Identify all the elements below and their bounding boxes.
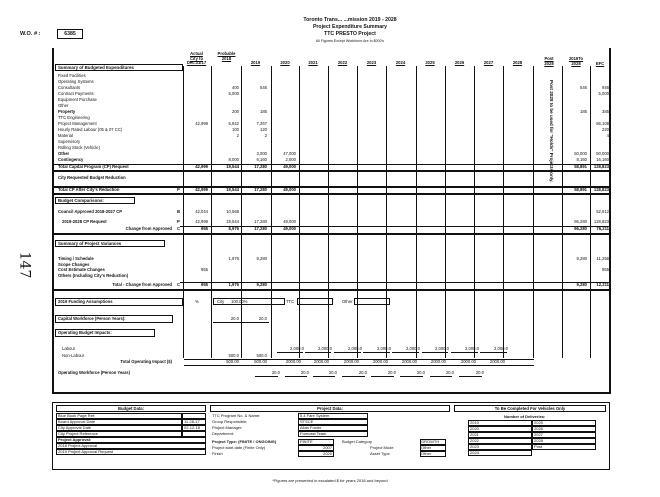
row-code: C — [177, 226, 181, 231]
project-row-value: STSCE — [300, 419, 314, 424]
cell-efc: 128,823 — [593, 219, 609, 224]
project-row-value: 5.4 Fare System — [300, 413, 330, 418]
project-row-label: Department: — [212, 431, 235, 436]
column-header-2024: 2024 — [395, 60, 406, 65]
cell-actual: 42,999 — [195, 121, 208, 126]
cell-y2019: 17,280 — [254, 226, 267, 231]
cell-y2020: 49,000 — [283, 187, 296, 192]
vehicle-year: Post — [534, 444, 543, 449]
variance-label: Others (Including City's Reduction) — [58, 272, 129, 278]
cell-y2019: 17,280 — [254, 164, 267, 169]
cell-y2019: 120 — [260, 127, 267, 132]
vehicle-year: 2022 — [470, 438, 479, 443]
cell-y2019: 6,160 — [256, 157, 267, 162]
vehicle-year: 2020 — [470, 426, 479, 431]
operating-workforce-value: 20.0 — [387, 370, 396, 375]
labour-value: 2,000.0 — [318, 346, 332, 351]
cell-prob: 2 — [236, 133, 239, 138]
row-label: Supervisory — [58, 139, 81, 144]
column-header-2020: 2020 — [280, 60, 290, 65]
cell-efc: 76,211 — [596, 226, 609, 231]
cell-actual: 42,999 — [195, 187, 208, 192]
operating-workforce-value: 20.0 — [445, 370, 454, 375]
cell-y2019: 500.0 — [256, 353, 267, 358]
vehicles-heading: To Be Completed For Vehicles Only — [494, 405, 566, 411]
margin-handwritten-note: 147 — [16, 251, 33, 279]
labour-label: Labour — [62, 346, 76, 351]
column-header-actual: Dec.31/17 — [186, 60, 207, 66]
cell-actual: 955 — [201, 282, 208, 287]
project-data-heading: Project Data: — [317, 405, 343, 411]
cell-actual: 42,999 — [195, 219, 208, 224]
operating-total-value: 2000.00 — [430, 359, 446, 364]
cell-to2019: 9,280 — [576, 256, 587, 261]
column-header-2028: 2028 — [512, 60, 523, 65]
project-type-label: Project Type: (FINITE / ONGOING) — [212, 439, 277, 444]
funding-other: Other — [342, 299, 353, 304]
cell-prob: 100 — [232, 127, 239, 132]
budget-category-value: GROWTH — [421, 439, 440, 444]
funding-city: City — [217, 299, 225, 304]
footnote: *Figures are presented in escalated $ for years 2018 and beyond — [272, 478, 388, 483]
finish-label: Finish — [212, 451, 223, 456]
cell-prob: 8,000 — [228, 157, 239, 162]
operating-total-value: 2000.00 — [372, 359, 388, 364]
cell-prob: 5,000 — [228, 91, 239, 96]
project-mode-value: Other — [421, 445, 432, 450]
cell-efc: 16,160 — [596, 157, 609, 162]
total-cp-label: Total Capital Program (CP) Request — [58, 164, 129, 169]
operating-workforce-label: Operating Workforce (Person Years) — [58, 370, 130, 375]
cell-prob: 500.00 — [226, 359, 239, 364]
variance-label: Scope Changes — [58, 261, 90, 267]
cell-to2019: 66,280 — [574, 226, 587, 231]
row-label: Hourly Rated Labour (05 & 07 CC) — [58, 127, 123, 132]
cell-y2019: 9,280 — [256, 282, 267, 287]
cell-y2019: 2 — [264, 133, 267, 138]
cell-efc: 220 — [602, 127, 609, 132]
vehicle-year: 2023 — [470, 444, 479, 449]
report-title: Toronto Trans... ...mission 2019 - 2028 — [303, 17, 397, 23]
cell-prob: 19,544 — [226, 187, 239, 192]
wo-label: W.O. # : — [20, 31, 41, 37]
row-label: Consultants — [58, 85, 81, 90]
budget-row-value: 02-12-18 — [184, 425, 201, 430]
labour-value: 2,000.0 — [406, 346, 420, 351]
column-header-2027: 2027 — [483, 60, 494, 65]
vehicle-year: 2027 — [534, 432, 543, 437]
finish-value: 2020 — [323, 451, 332, 456]
row-label: Rolling Stock (Vehicle) — [58, 145, 100, 150]
operating-workforce-value: 20.0 — [271, 370, 280, 375]
cell-y2019: 500.00 — [254, 359, 267, 364]
asset-type-value: Other — [421, 451, 432, 456]
row-label: Contingency — [58, 157, 84, 162]
row-label: Project Management — [58, 121, 97, 126]
row-code: P — [177, 219, 180, 224]
funding-label: 2019 Funding Assumptions — [58, 299, 113, 304]
column-header-prob: 2018 — [221, 55, 232, 61]
project-type-value: FINITE — [300, 439, 313, 444]
row-label: Other — [58, 151, 70, 156]
budget-row-label: City Project Reference — [58, 431, 99, 436]
cell-prob: 20.0 — [230, 316, 239, 321]
budgeted-expenditures-heading: Summary of Budgeted Expenditures — [58, 64, 134, 70]
cell-prob: 8,976 — [228, 226, 239, 231]
column-header-post: 2028 — [544, 60, 554, 66]
row-code: C — [177, 282, 181, 287]
variance-label: Cost Estimate Changes — [58, 267, 105, 272]
operating-total-value: 2000.00 — [285, 359, 301, 364]
operating-total-value: 2000.00 — [401, 359, 417, 364]
variance-label: Timing / Schedule — [58, 256, 94, 261]
cell-efc: 12,211 — [596, 282, 609, 287]
cell-prob: 19,544 — [226, 164, 239, 169]
cell-efc: 128,823 — [593, 164, 609, 169]
operating-workforce-value: 20.0 — [358, 370, 367, 375]
row-label: Operating Systems — [58, 79, 94, 84]
operating-workforce-value: 20.0 — [475, 370, 484, 375]
cell-y2020: 49,000 — [283, 226, 296, 231]
operating-total-value: 2000.00 — [489, 359, 505, 364]
post-2028-note: Post 2028 to be used for "Holds" Projects only. — [549, 80, 554, 183]
cell-actual: 955 — [201, 267, 208, 272]
cell-actual: 955 — [201, 226, 208, 231]
labour-value: 2,000.0 — [465, 346, 479, 351]
vehicle-year: 2019 — [470, 420, 479, 425]
operating-heading: Operating Budget Impacts: — [58, 330, 112, 335]
column-header-2023: 2023 — [366, 60, 377, 65]
project-row-label: Project Manager: — [212, 425, 243, 430]
cell-efc: 128,823 — [593, 187, 609, 192]
cell-actual: 42,044 — [195, 209, 208, 214]
vehicle-year: 2024 — [470, 450, 479, 455]
budget-row-label: Project Approval: — [58, 437, 92, 442]
start-date-value: 2007 — [323, 445, 332, 450]
variance-total-label: Total - Change from Approved — [112, 282, 172, 287]
budget-comparisons-heading: Budget Comparisons: — [58, 197, 104, 203]
row-code: P — [177, 187, 180, 192]
labour-value: 2,000.0 — [435, 346, 449, 351]
cell-to2019: 66,280 — [574, 219, 587, 224]
budget-row-label: 2019 Project Approval Request — [58, 449, 114, 454]
row-label: Material — [58, 133, 73, 138]
project-name: TTC PRESTO Project — [324, 31, 376, 37]
cell-prob: 500.0 — [228, 353, 239, 358]
row-label: Other — [58, 103, 69, 108]
column-header-2022: 2022 — [337, 60, 348, 65]
start-date-label: Project start date (Finite Only) — [212, 445, 266, 450]
budget-row-label: City Approval Date — [58, 425, 92, 430]
column-header-actual: City to — [189, 55, 204, 61]
cell-to2019: 58,891 — [574, 164, 587, 169]
column-header-to2019: 2019To — [568, 56, 584, 61]
cell-y2020: 47,000 — [283, 151, 296, 156]
cell-to2019: 8,160 — [576, 157, 587, 162]
vehicle-year: 2025 — [534, 420, 543, 425]
project-row-value: Forecast Team — [300, 431, 327, 436]
cell-prob: 1,976 — [228, 282, 239, 287]
column-header-efc: EFC — [595, 61, 605, 66]
row-label: Fixed Facilities — [58, 73, 86, 78]
project-variances-heading: Summary of Project Variances — [58, 240, 122, 246]
labour-value: 2,000.0 — [377, 346, 391, 351]
change-label: Change from Approved — [125, 226, 172, 231]
cell-efc: 50,000 — [596, 151, 609, 156]
operating-workforce-value: 20.0 — [416, 370, 425, 375]
cell-to2019: 58,891 — [574, 187, 587, 192]
cell-prob: 5,842 — [228, 121, 239, 126]
cell-y2019: 185 — [260, 109, 267, 114]
cell-y2020: 49,000 — [283, 164, 296, 169]
cell-y2019: 7,267 — [256, 121, 267, 126]
cell-efc: 56,108 — [596, 121, 609, 126]
cell-efc: 946 — [602, 85, 609, 90]
cell-prob: 10,568 — [226, 209, 239, 214]
cell-to2019: 546 — [580, 85, 587, 90]
cell-prob: 400 — [232, 85, 239, 90]
row-label: Equipment Purchase — [58, 97, 97, 102]
column-header-post: Post — [544, 56, 554, 61]
nonlabour-label: Non-Labour — [62, 353, 85, 358]
reduction-label: City Requested Budget Reduction — [58, 175, 126, 180]
cell-to2019: 185 — [580, 109, 587, 114]
column-header-to2019: 2028 — [571, 60, 581, 66]
row-label: Property — [58, 109, 76, 114]
labour-value: 2,000.0 — [348, 346, 362, 351]
cell-y2019: 17,280 — [254, 187, 267, 192]
asset-type-label: Asset Type — [370, 451, 390, 456]
labour-value: 2,000.0 — [290, 346, 304, 351]
operating-total-value: 2000.00 — [313, 359, 329, 364]
cell-y2020: 2,000 — [285, 157, 296, 162]
cell-y2019: 3,000 — [256, 151, 267, 156]
capital-workforce-label: Capital Workforce (Person Years): — [58, 316, 126, 321]
column-header-2025: 2025 — [425, 60, 435, 65]
cell-to2019: 9,280 — [576, 282, 587, 287]
funding-pct: % — [195, 299, 199, 304]
budget-category-label: Budget Category — [342, 439, 373, 444]
project-row-label: Group Responsible: — [212, 419, 248, 424]
cell-to2019: 50,000 — [574, 151, 587, 156]
cell-efc: 4 — [606, 133, 609, 138]
comparison-label: 2019-2028 CP Request — [62, 219, 107, 224]
budget-data-heading: Budget Data: — [117, 405, 145, 411]
report-subtitle: Project Expenditure Summary — [312, 24, 388, 30]
cell-y2019: 20.0 — [258, 316, 267, 321]
column-header-2026: 2026 — [454, 60, 465, 65]
operating-total-value: 2000.00 — [343, 359, 359, 364]
column-header-2021: 2021 — [308, 60, 318, 65]
cell-actual: 42,999 — [195, 164, 208, 169]
cell-efc: 52,612 — [596, 209, 609, 214]
cell-prob: 1,976 — [228, 256, 239, 261]
vehicle-year: 2026 — [534, 426, 543, 431]
budget-row-label: Blue Book Page Ref: — [58, 413, 96, 418]
row-code: B — [177, 209, 181, 214]
comparison-label: Council Approved 2018-2027 CP — [58, 209, 123, 214]
project-mode-label: Project Mode — [370, 445, 394, 450]
funding-ttc: TTC — [286, 299, 295, 304]
wo-number: 6385 — [57, 29, 83, 39]
deliveries-label: Number of Deliveries: — [504, 414, 546, 419]
cell-y2019: 17,280 — [254, 219, 267, 224]
vehicle-year: 2028 — [534, 438, 543, 443]
cell-efc: 11,256 — [596, 256, 609, 261]
cell-efc: 385 — [602, 109, 609, 114]
operating-workforce-value: 20.0 — [300, 370, 309, 375]
cell-y2020: 49,000 — [283, 219, 296, 224]
operating-workforce-value: 20.0 — [328, 370, 337, 375]
column-header-prob: Probable — [217, 51, 236, 56]
budget-row-label: Board Approval Date — [58, 419, 95, 424]
cell-prob: 19,544 — [226, 219, 239, 224]
vehicle-year: 2021 — [470, 432, 479, 437]
budget-row-value: 11-28-17 — [184, 419, 200, 424]
labour-value: 2,000.0 — [494, 346, 508, 351]
figures-note: All Figures Except Workforce Are In $000's — [315, 39, 385, 43]
cell-prob: 200 — [232, 109, 239, 114]
operating-total-value: 2000.00 — [460, 359, 476, 364]
cell-efc: 955 — [602, 267, 609, 272]
after-reduction-label: Total CP After City's Reduction — [58, 187, 120, 192]
row-label: TTC Engineering — [58, 115, 90, 120]
budget-row-label: 2018 Project Approval — [58, 443, 98, 448]
project-row-value: Allan Foster — [300, 425, 322, 430]
row-label: Contract Payments — [58, 91, 94, 96]
operating-total-label: Total Operating Impact ($) — [120, 359, 172, 364]
cell-y2019: 9,280 — [256, 256, 267, 261]
cell-y2019: 546 — [260, 85, 267, 90]
column-header-actual: Actual — [190, 51, 203, 56]
column-header-2019: 2019 — [250, 60, 261, 65]
cell-efc: 5,000 — [598, 91, 609, 96]
funding-city-value: 100.00% — [231, 299, 248, 304]
project-row-label: TTC Program No. & Name: — [212, 413, 261, 418]
